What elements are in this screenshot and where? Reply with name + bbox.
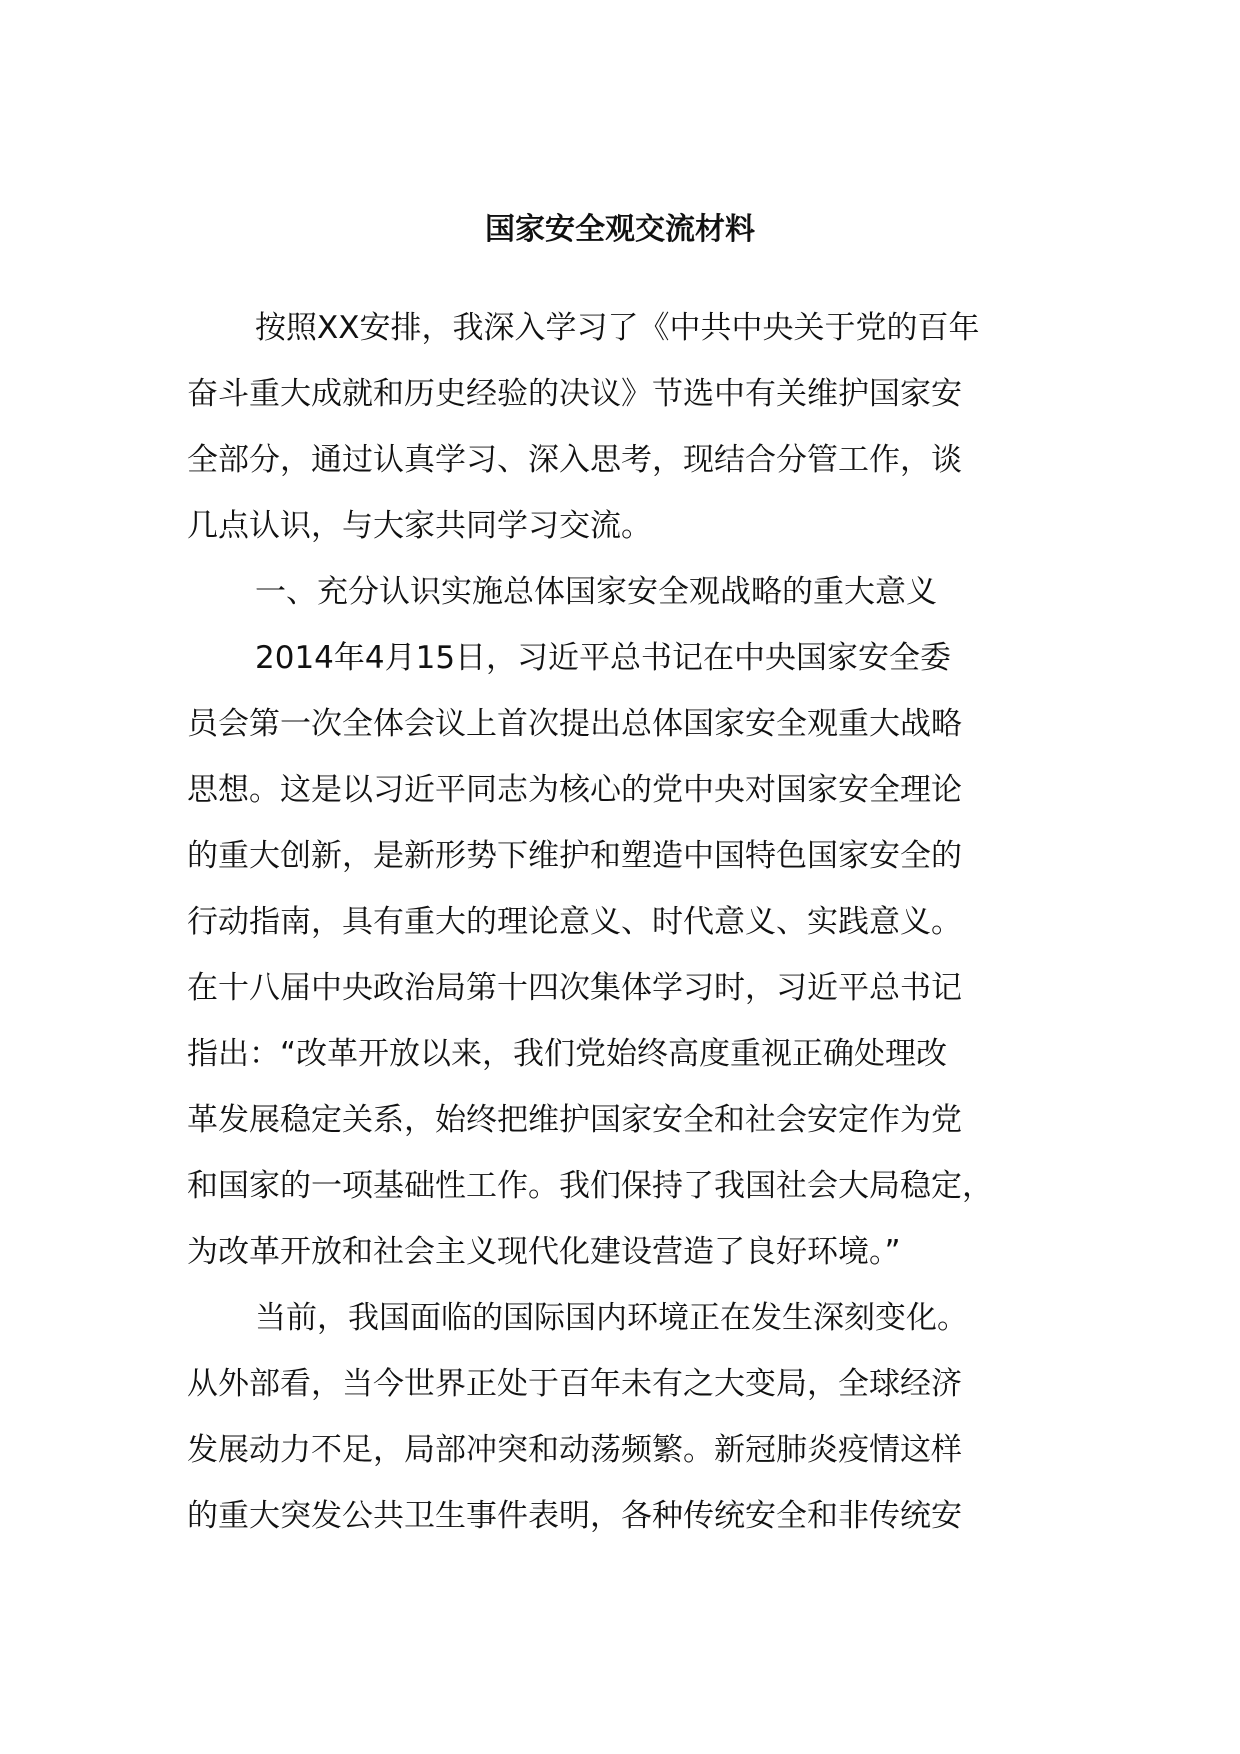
paragraph-line: 从外部看，当今世界正处于百年未有之大变局，全球经济 bbox=[187, 1366, 962, 1402]
paragraph-line: 全部分，通过认真学习、深入思考，现结合分管工作，谈 bbox=[187, 442, 962, 478]
paragraph-line: 发展动力不足，局部冲突和动荡频繁。新冠肺炎疫情这样 bbox=[187, 1432, 962, 1468]
paragraph-line: 2014年4月15日，习近平总书记在中央国家安全委 bbox=[255, 640, 952, 676]
section-heading: 一、充分认识实施总体国家安全观战略的重大意义 bbox=[255, 574, 937, 610]
paragraph-line: 在十八届中央政治局第十四次集体学习时，习近平总书记 bbox=[187, 970, 962, 1006]
document-title: 国家安全观交流材料 bbox=[485, 212, 755, 247]
paragraph-line: 几点认识，与大家共同学习交流。 bbox=[187, 508, 652, 544]
paragraph-line: 思想。这是以习近平同志为核心的党中央对国家安全理论 bbox=[187, 772, 962, 808]
paragraph-line: 和国家的一项基础性工作。我们保持了我国社会大局稳定， bbox=[187, 1168, 993, 1204]
paragraph-line: 的重大突发公共卫生事件表明，各种传统安全和非传统安 bbox=[187, 1498, 962, 1534]
paragraph-line: 奋斗重大成就和历史经验的决议》节选中有关维护国家安 bbox=[187, 376, 962, 412]
paragraph-line: 员会第一次全体会议上首次提出总体国家安全观重大战略 bbox=[187, 706, 962, 742]
paragraph-line: 当前，我国面临的国际国内环境正在发生深刻变化。 bbox=[255, 1300, 968, 1336]
document-body bbox=[187, 295, 1067, 1549]
paragraph-line: 的重大创新，是新形势下维护和塑造中国特色国家安全的 bbox=[187, 838, 962, 874]
paragraph-line: 按照XX安排，我深入学习了《中共中央关于党的百年 bbox=[255, 310, 980, 346]
paragraph-line: 指出：“改革开放以来，我们党始终高度重视正确处理改 bbox=[187, 1036, 948, 1072]
paragraph-line: 革发展稳定关系，始终把维护国家安全和社会安定作为党 bbox=[187, 1102, 962, 1138]
paragraph-line: 行动指南，具有重大的理论意义、时代意义、实践意义。 bbox=[187, 904, 962, 940]
paragraph-line: 为改革开放和社会主义现代化建设营造了良好环境。” bbox=[187, 1234, 901, 1270]
